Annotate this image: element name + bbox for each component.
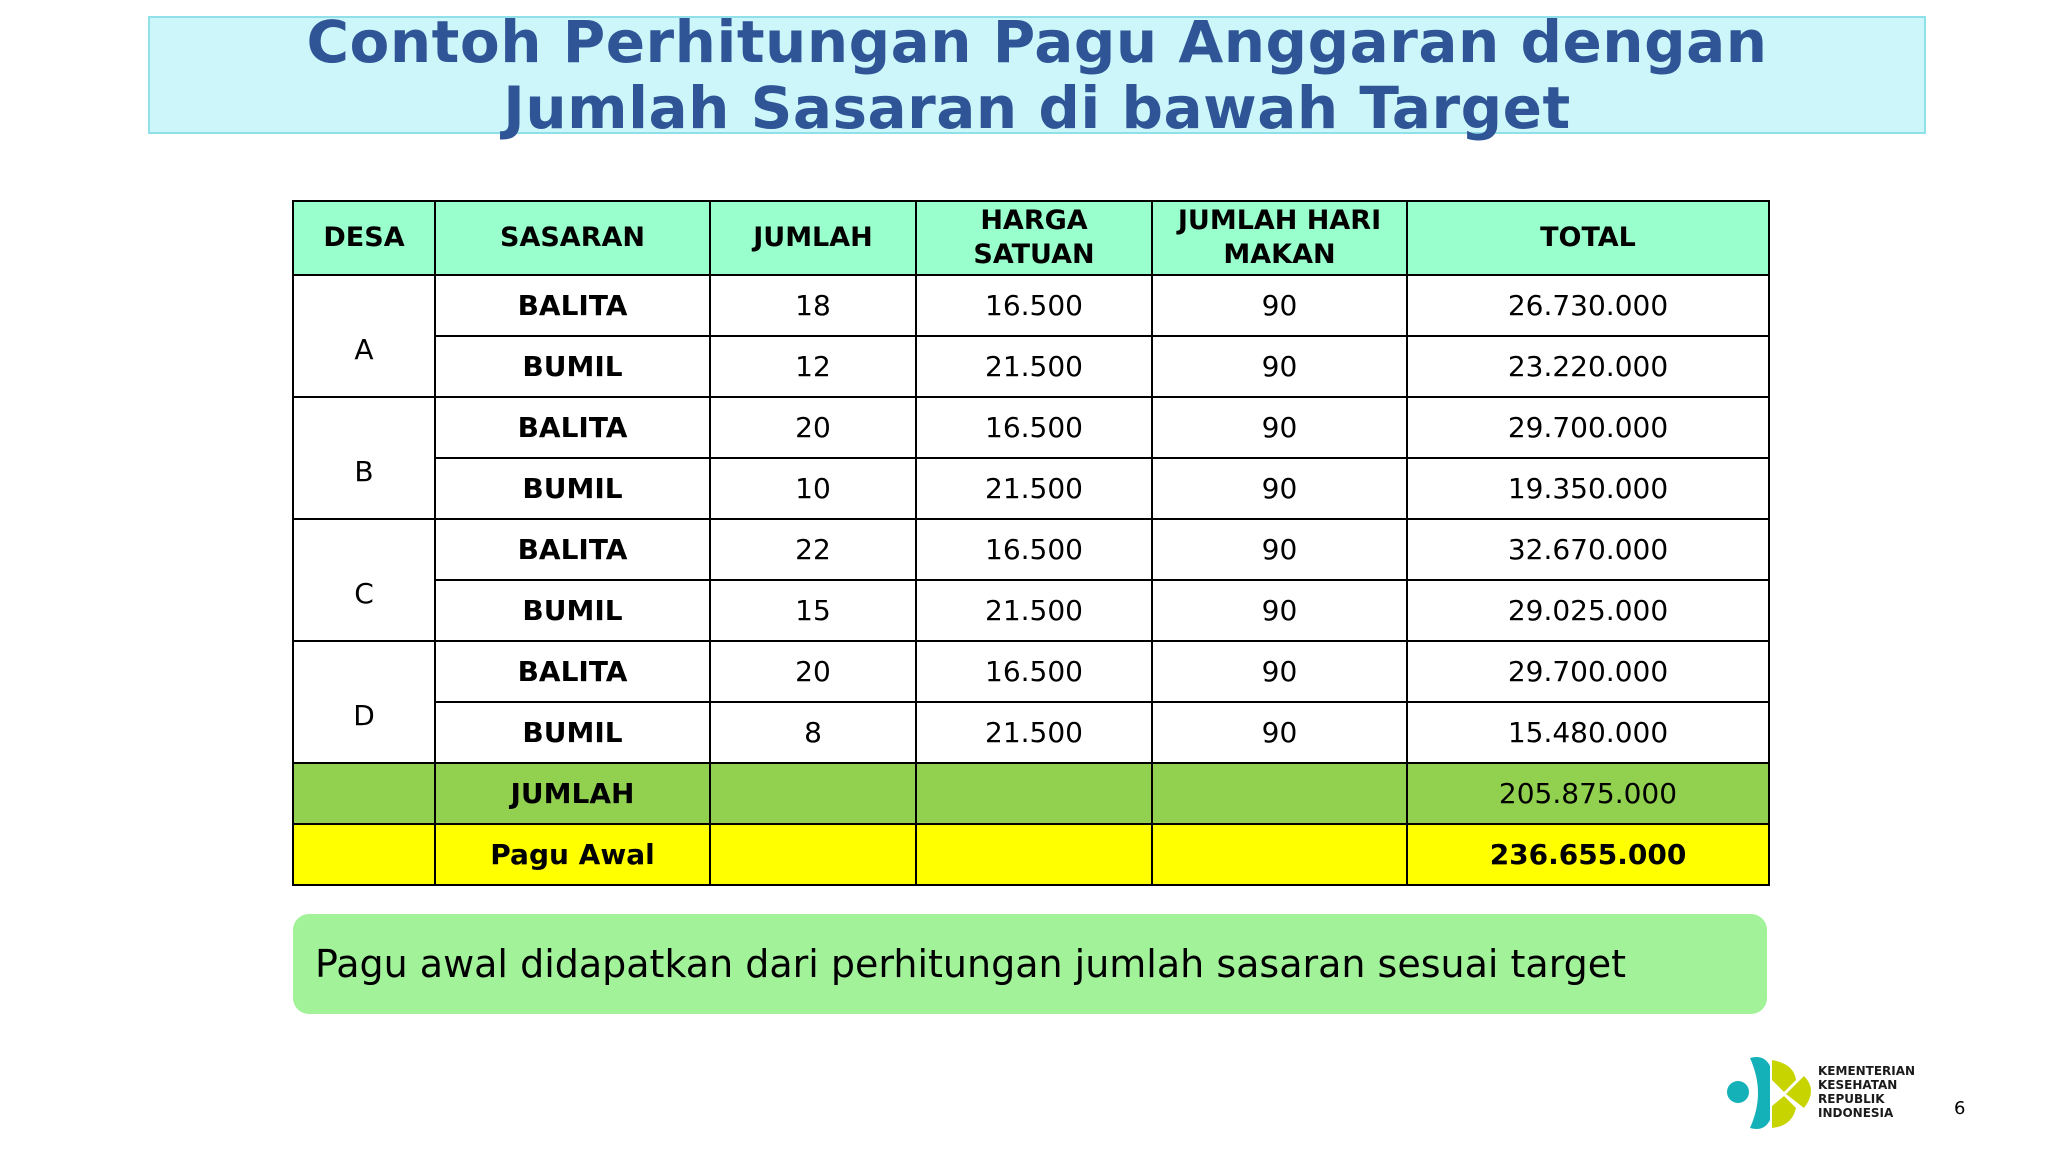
- sasaran-cell: BALITA: [435, 275, 710, 336]
- pagu-awal-row: [293, 824, 1769, 885]
- sasaran-cell: BUMIL: [435, 702, 710, 763]
- note-text: Pagu awal didapatkan dari perhitungan jumlah sasaran sesuai target: [315, 942, 1627, 986]
- jumlah-cell: 20: [710, 397, 916, 458]
- jumlah-cell: 15: [710, 580, 916, 641]
- sasaran-cell: BALITA: [435, 519, 710, 580]
- sasaran-cell: BUMIL: [435, 580, 710, 641]
- jumlah-cell: 12: [710, 336, 916, 397]
- hari-cell: 90: [1152, 458, 1407, 519]
- jumlah-total: 205.875.000: [1407, 763, 1769, 824]
- harga-cell: 21.500: [916, 580, 1152, 641]
- table-row: [293, 336, 1769, 397]
- table-row: [293, 275, 1769, 336]
- jumlah-cell: 8: [710, 702, 916, 763]
- hari-cell: 90: [1152, 580, 1407, 641]
- empty-cell: [710, 824, 916, 885]
- page-number: 6: [1954, 1098, 1966, 1119]
- jumlah-cell: 18: [710, 275, 916, 336]
- note-box: [293, 914, 1767, 1014]
- total-cell: 26.730.000: [1407, 275, 1769, 336]
- table-row: [293, 519, 1769, 580]
- budget-table: [292, 200, 1770, 886]
- empty-cell: [1152, 763, 1407, 824]
- sasaran-cell: BUMIL: [435, 336, 710, 397]
- desa-cell: C: [293, 519, 435, 641]
- total-cell: 29.700.000: [1407, 641, 1769, 702]
- desa-cell: A: [293, 275, 435, 397]
- hari-cell: 90: [1152, 275, 1407, 336]
- hari-cell: 90: [1152, 702, 1407, 763]
- empty-cell: [710, 763, 916, 824]
- title-line-2: Jumlah Sasaran di bawah Target: [503, 74, 1571, 142]
- jumlah-row: [293, 763, 1769, 824]
- total-cell: 23.220.000: [1407, 336, 1769, 397]
- desa-cell: B: [293, 397, 435, 519]
- header-jumlah: JUMLAH: [710, 201, 916, 275]
- table-row: [293, 702, 1769, 763]
- hari-cell: 90: [1152, 641, 1407, 702]
- header-harga-satuan: HARGA SATUAN: [916, 201, 1152, 275]
- sasaran-cell: BALITA: [435, 641, 710, 702]
- pagu-awal-total: 236.655.000: [1407, 824, 1769, 885]
- total-cell: 15.480.000: [1407, 702, 1769, 763]
- table-header-row: [293, 201, 1769, 275]
- table-row: [293, 580, 1769, 641]
- header-sasaran: SASARAN: [435, 201, 710, 275]
- hari-cell: 90: [1152, 397, 1407, 458]
- jumlah-cell: 10: [710, 458, 916, 519]
- harga-cell: 16.500: [916, 397, 1152, 458]
- empty-cell: [916, 824, 1152, 885]
- harga-cell: 21.500: [916, 458, 1152, 519]
- header-total: TOTAL: [1407, 201, 1769, 275]
- harga-cell: 16.500: [916, 275, 1152, 336]
- logo-text-line: REPUBLIK: [1818, 1092, 1885, 1106]
- title-banner: [148, 8, 1926, 142]
- hari-cell: 90: [1152, 336, 1407, 397]
- kemenkes-logo-icon: [1724, 1050, 1816, 1136]
- sasaran-cell: BALITA: [435, 397, 710, 458]
- total-cell: 29.025.000: [1407, 580, 1769, 641]
- header-desa: DESA: [293, 201, 435, 275]
- table-row: [293, 397, 1769, 458]
- logo-text: [1818, 1064, 1915, 1120]
- logo-text-line: KEMENTERIAN: [1818, 1064, 1916, 1078]
- empty-cell: [916, 763, 1152, 824]
- jumlah-label: JUMLAH: [435, 763, 710, 824]
- total-cell: 29.700.000: [1407, 397, 1769, 458]
- total-cell: 32.670.000: [1407, 519, 1769, 580]
- total-cell: 19.350.000: [1407, 458, 1769, 519]
- jumlah-cell: 20: [710, 641, 916, 702]
- jumlah-cell: 22: [710, 519, 916, 580]
- logo-text-line: KESEHATAN: [1818, 1078, 1898, 1092]
- harga-cell: 16.500: [916, 519, 1152, 580]
- pagu-awal-label: Pagu Awal: [435, 824, 710, 885]
- harga-cell: 21.500: [916, 702, 1152, 763]
- table-row: [293, 458, 1769, 519]
- empty-cell: [1152, 824, 1407, 885]
- harga-cell: 21.500: [916, 336, 1152, 397]
- sasaran-cell: BUMIL: [435, 458, 710, 519]
- table-row: [293, 641, 1769, 702]
- header-jumlah-hari-makan: JUMLAH HARI MAKAN: [1152, 201, 1407, 275]
- desa-cell: D: [293, 641, 435, 763]
- hari-cell: 90: [1152, 519, 1407, 580]
- logo-text-line: INDONESIA: [1818, 1106, 1894, 1120]
- title-line-1: Contoh Perhitungan Pagu Anggaran dengan: [306, 8, 1768, 76]
- empty-cell: [293, 763, 435, 824]
- empty-cell: [293, 824, 435, 885]
- harga-cell: 16.500: [916, 641, 1152, 702]
